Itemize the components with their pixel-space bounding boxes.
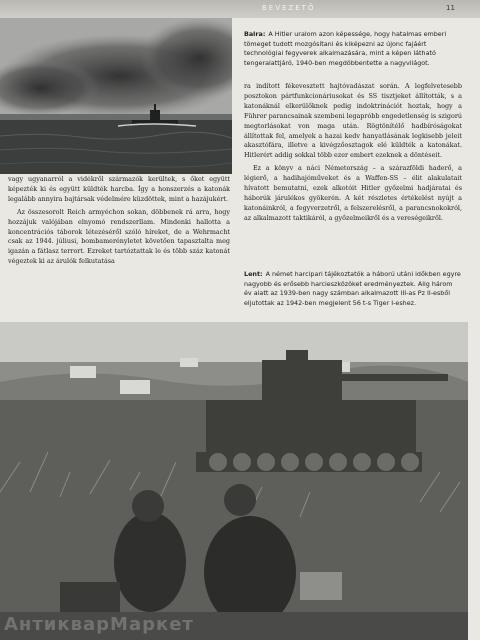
watermark: АнтикварМаркет <box>4 614 194 635</box>
photo-tiger-tank <box>0 322 468 640</box>
caption-submarine <box>244 30 462 68</box>
paragraph: Az összesorolt Reich armyéchon sokan, döbbenek rá arra, hogy hozzájuk valójában elnyomó rendszerllam. Mindenki hallotta a koncentrációs táborok létezéséről szóló híreket, de a Wehrmacht csak az 1944. júliusi, bombamerényletet követően tapasztalta meg igazán a fátlasz terrort. Ezreket tartóztattak le és több száz katonát végeztek ki az árulók felkutatása <box>8 207 230 266</box>
caption-lead: Lent: <box>244 270 263 278</box>
caption-text: A Hitler uralom azon képessége, hogy hatalmas emberi tömeget tudott mozgósítani és kiképezni az újonc fajáért technológiai fegyverek alkalmazására, mint a képen látható tengeralattjáró, 1940-ben megdöbbentette a nagyvilágot. <box>244 30 447 67</box>
caption-lead: Balra: <box>244 30 266 38</box>
body-column-left <box>8 175 230 270</box>
running-header: BEVEZETŐ <box>262 4 316 12</box>
paragraph: ra indított fékevesztett hajtóvadászat során. A legfelvetesebb posztokon pártfunkcionáriusokat és SS tisztjeket állították, s a katonáknál elkerülőknek pedig indoktrinációt hoztak, hogy a Führer parancsainak szembeni legapróbb engedetlenség is szigorú megtorlásokat von maga után. Rögtönítélő hadbíróságokat állítottak fel, amelyek a hazai kedv hanyatlásának legkisebb jeleit akasztófára, illetve a kivégzőosztagok elé küldték a katonákat. Hitlerért addig sokkal több ezer embert ezeknek a döntéseit. <box>244 82 462 160</box>
submarine-illustration <box>0 18 232 174</box>
paragraph: Ez a könyv a náci Németország – a szárazföldi haderő, a légierő, a hadihajóműveket és a Waffen-SS – élit alakulatait hívatott bemutatni, ezek alkotóit Hitler győzelmi hadjáratai és háborúk járulékos gyökerén. A két részletes értékelést nyújt a katonáinkról, a fegyverzetről, a felszerelésről, a parancsnokokról, az alkalmazott taktikáról, a győzelmeikről és a vereségeikről. <box>244 164 462 222</box>
caption-text: A német harcipari tájékoztatók a háború utáni időkben egyre nagyobb és erősebb harcieszközöket eredményeztek. Alig három év alatt az 1939-ben nagy számban alkalmazott III-as Pz II-esből eljutottak az 1942-ben megjelent 56 t-s Tiger I-eshez. <box>244 270 461 307</box>
body-column-right <box>244 82 462 227</box>
header-bar <box>0 0 480 18</box>
page-number: 11 <box>446 4 455 12</box>
caption-tiger-tank <box>244 270 462 308</box>
photo-submarine <box>0 18 232 174</box>
paragraph: vagy ugyanarról a vidékről származók kerültek, s őket együtt képezték ki és együtt küldték harcba. Így a honszerzés a katonák legalább annyira bajtársak védelmére küzdöttek, mint a hazájukért. <box>8 175 230 203</box>
tank-illustration <box>0 322 468 640</box>
